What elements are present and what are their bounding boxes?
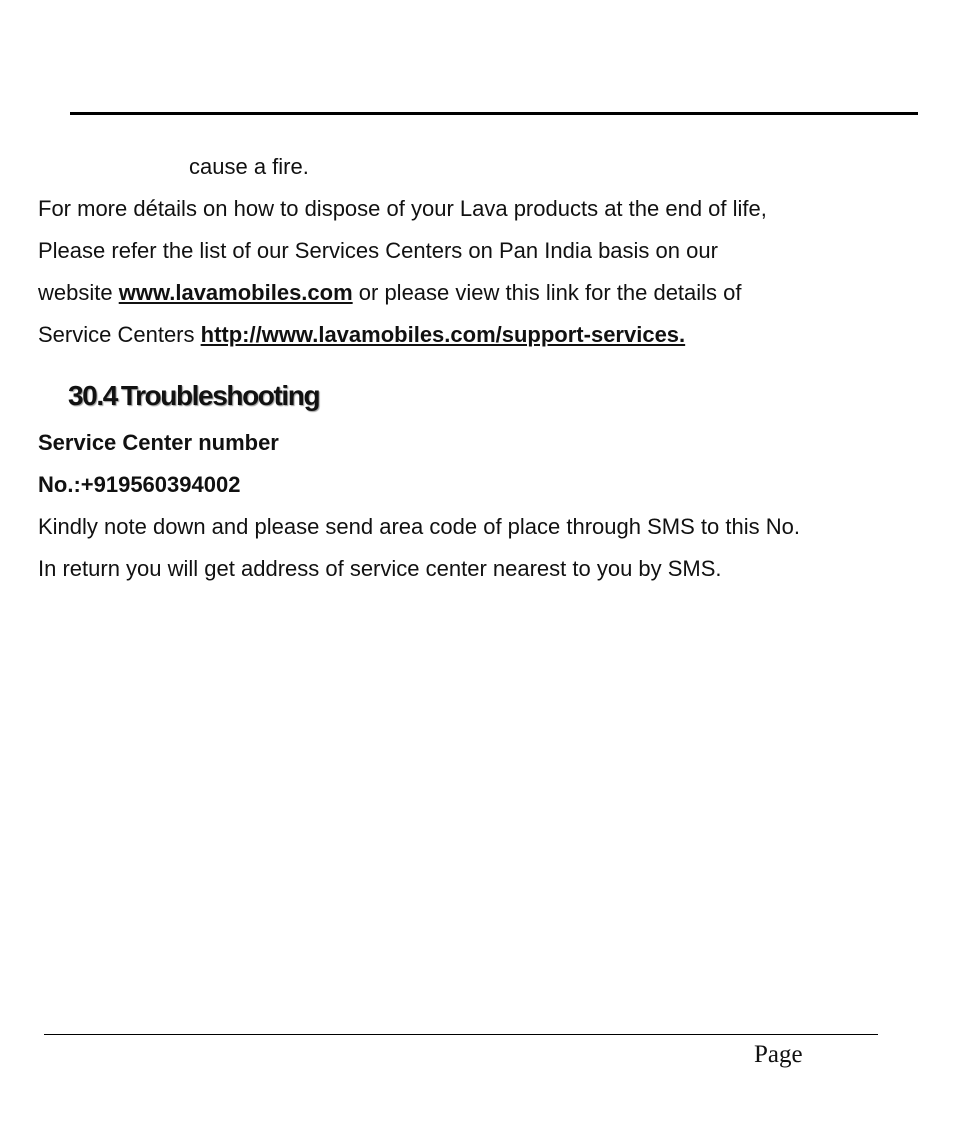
website-suffix-text: or please view this link for the details of	[352, 280, 742, 305]
website-prefix-text: website	[38, 280, 119, 305]
disposal-paragraph-line-4	[38, 322, 685, 348]
disposal-paragraph-line-3	[38, 280, 742, 306]
footer-rule	[44, 1034, 878, 1035]
section-heading	[68, 380, 319, 412]
header-rule	[70, 112, 918, 115]
service-note-line-2: In return you will get address of service center nearest to you by SMS.	[38, 556, 722, 581]
support-services-link[interactable]: http://www.lavamobiles.com/support-services.	[200, 322, 686, 347]
service-note-line-1: Kindly note down and please send area code of place through SMS to this No.	[38, 514, 800, 539]
service-center-label: Service Center number	[38, 430, 279, 455]
website-link[interactable]: www.lavamobiles.com	[118, 280, 353, 305]
section-title: Troubleshooting	[120, 380, 320, 411]
service-center-phone-number: No.:+919560394002	[38, 472, 241, 497]
disposal-paragraph-line-2: Please refer the list of our Services Centers on Pan India basis on our	[38, 238, 718, 263]
service-centers-prefix-text: Service Centers	[38, 322, 201, 347]
section-number: 30.4	[68, 380, 117, 411]
continued-text: cause a fire.	[189, 154, 309, 179]
page-label: Page	[754, 1041, 803, 1068]
disposal-paragraph-line-1: For more détails on how to dispose of your Lava products at the end of life,	[38, 196, 767, 221]
